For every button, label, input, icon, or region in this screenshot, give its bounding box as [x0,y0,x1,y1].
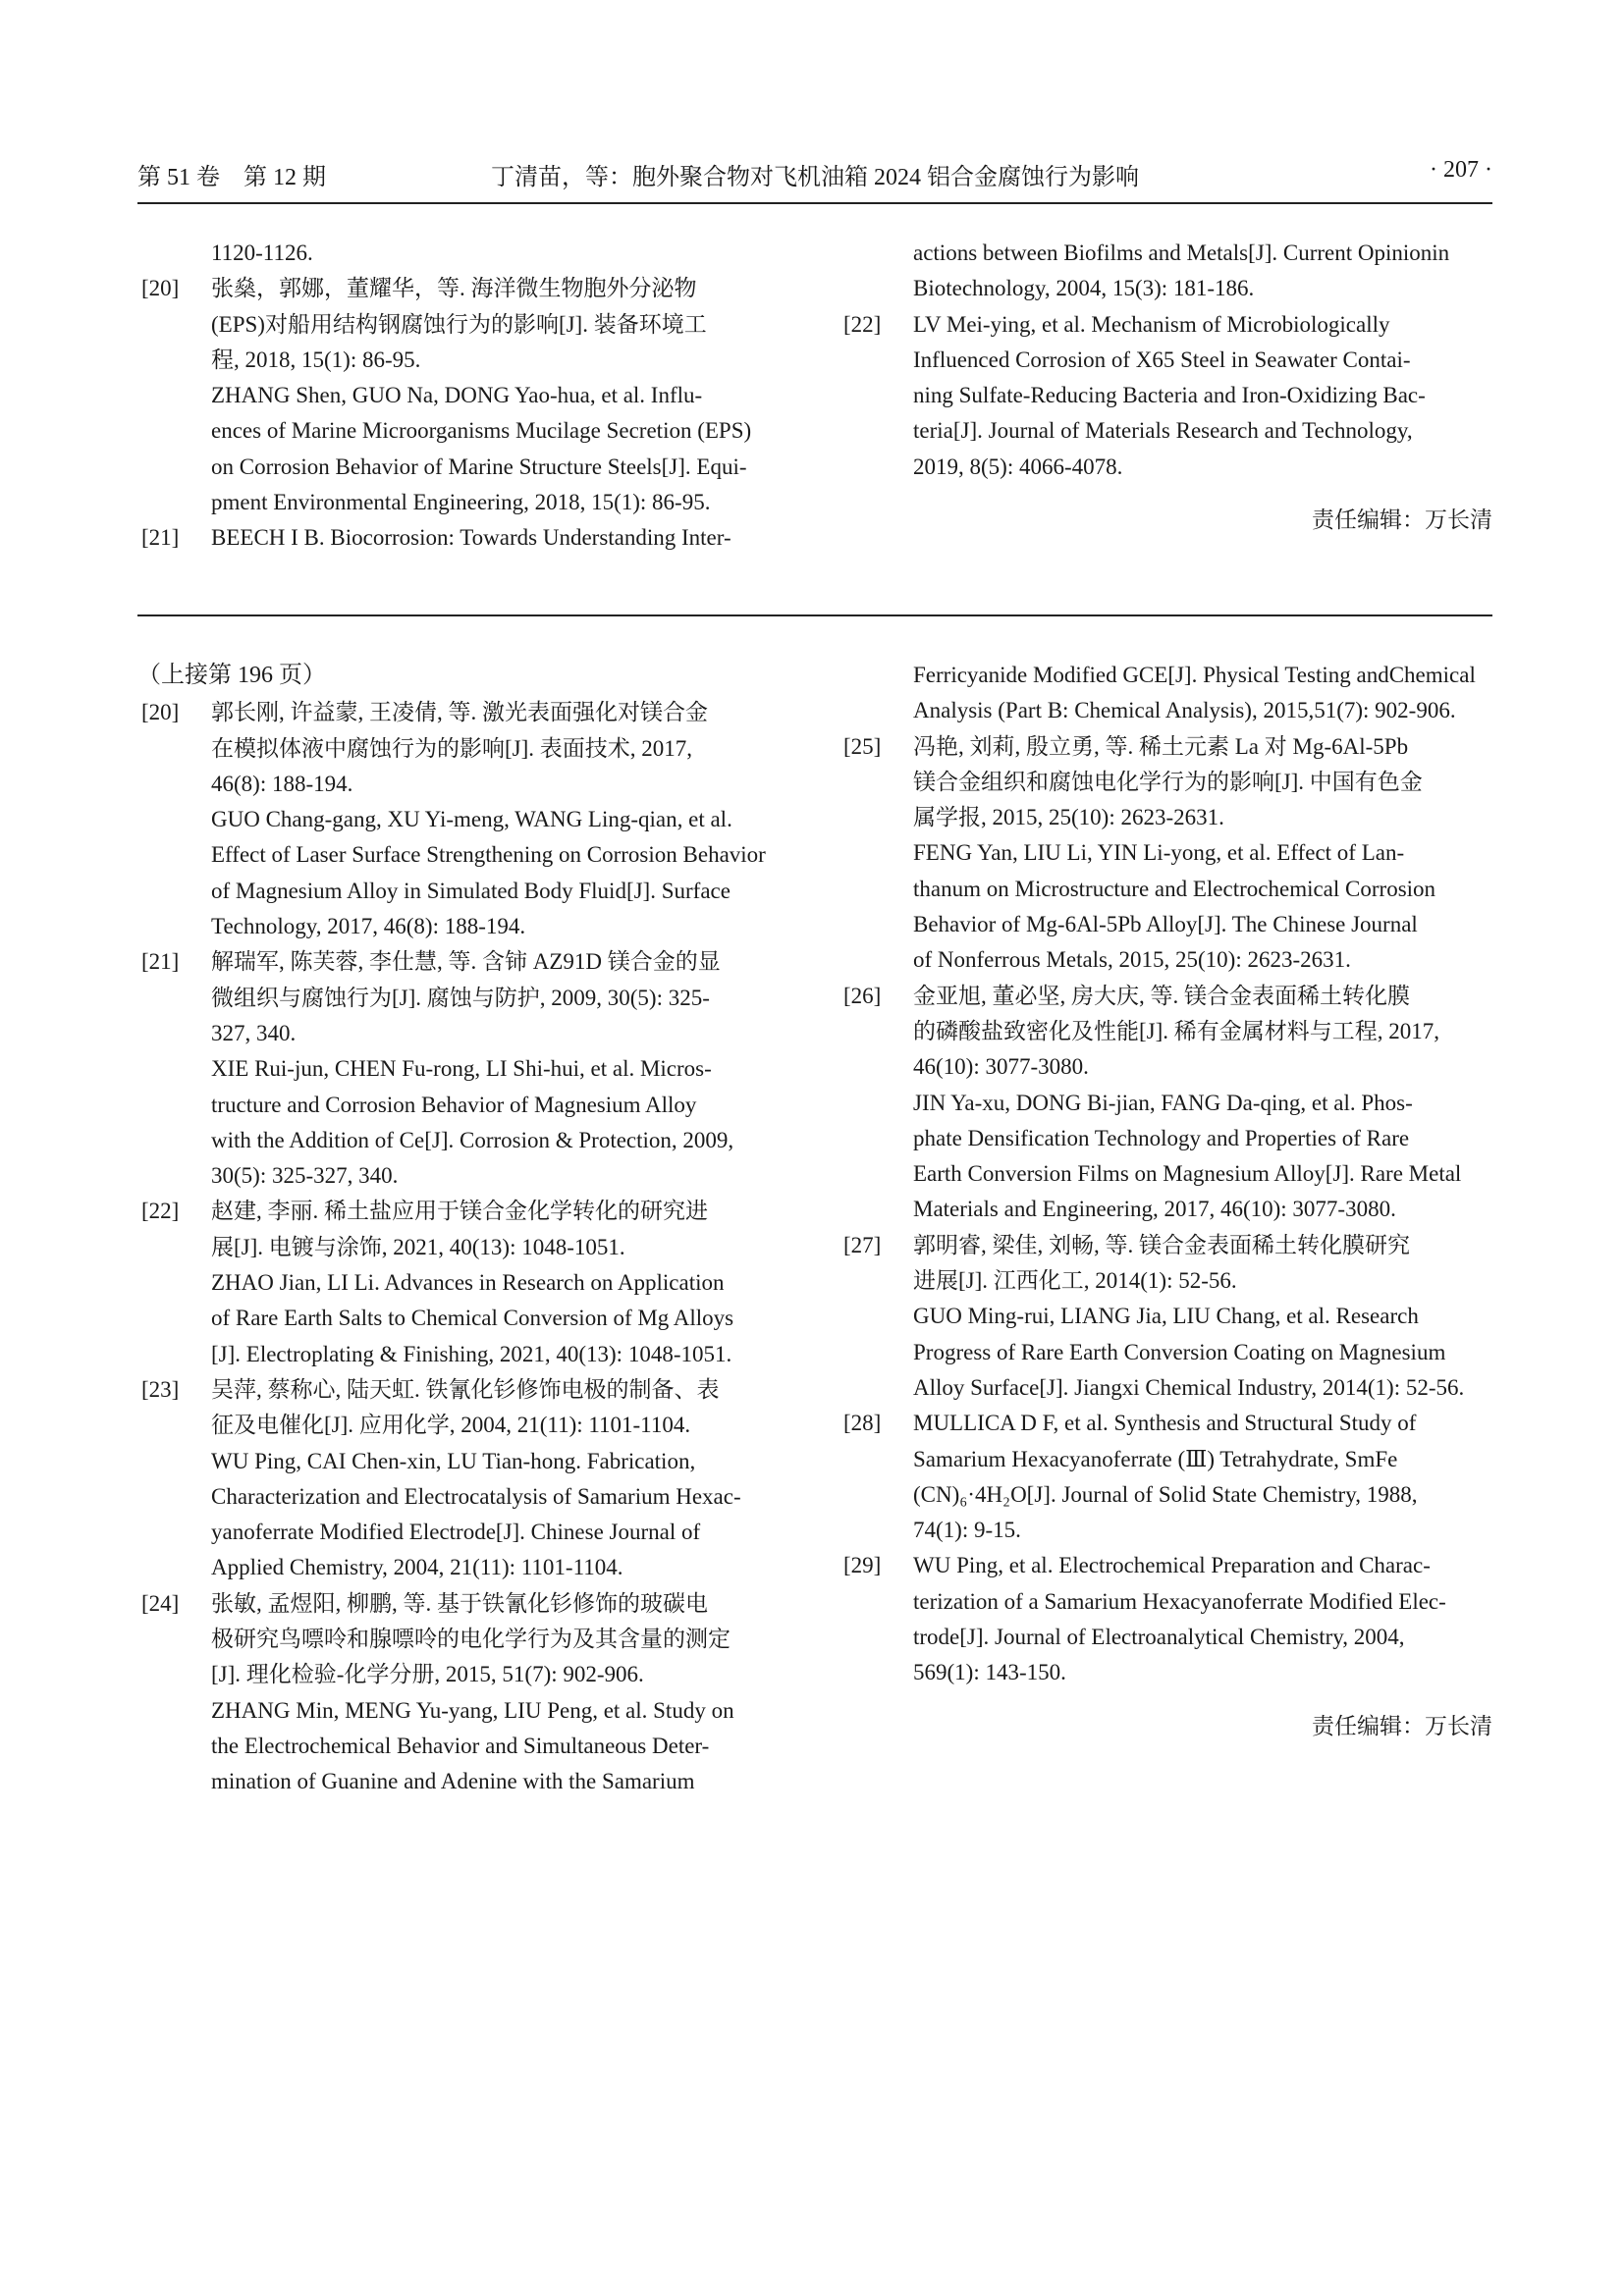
reference-line: 属学报, 2015, 25(10): 2623-2631. [913,805,1224,830]
bottom-right-column [839,658,1492,1744]
reference-item [839,1548,1492,1690]
reference-line: of Magnesium Alloy in Simulated Body Fluid[J]. Surface [211,878,731,903]
reference-list [137,695,790,1799]
reference-line: 程, 2018, 15(1): 86-95. [211,347,421,372]
reference-number: [20] [141,276,180,301]
reference-line: ning Sulfate-Reducing Bacteria and Iron-Oxidizing Bac- [913,383,1426,408]
reference-line: Behavior of Mg-6Al-5Pb Alloy[J]. The Chinese Journal [913,912,1418,937]
reference-line: Influenced Corrosion of X65 Steel in Seawater Contai- [913,347,1411,372]
reference-line: (EPS)对船用结构钢腐蚀行为的影响[J]. 装备环境工 [211,311,707,337]
bottom-left-column [137,658,790,1800]
reference-line: Technology, 2017, 46(8): 188-194. [211,914,526,939]
reference-line: 张燊，郭娜，董耀华，等. 海洋微生物胞外分泌物 [211,276,697,301]
reference-line: of Nonferrous Metals, 2015, 25(10): 2623-2631. [913,947,1351,973]
reference-line: the Electrochemical Behavior and Simultaneous Deter- [211,1733,710,1758]
volume-issue: 第 51 卷 第 12 期 [137,165,326,190]
reference-line: Effect of Laser Surface Strengthening on Corrosion Behavior [211,842,766,868]
reference-line: FENG Yan, LIU Li, YIN Li-yong, et al. Effect of Lan- [913,840,1405,866]
reference-line: 张敏, 孟煜阳, 柳鹏, 等. 基于铁氰化钐修饰的玻碳电 [211,1590,708,1616]
reference-item [137,1194,790,1371]
reference-line: 327, 340. [211,1020,297,1045]
reference-line: 569(1): 143-150. [913,1660,1066,1685]
reference-line: 金亚旭, 董必坚, 房大庆, 等. 镁合金表面稀土转化膜 [913,983,1410,1008]
reference-line: thanum on Microstructure and Electrochemical Corrosion [913,876,1436,901]
reference-line: 吴萍, 蔡称心, 陆天虹. 铁氰化钐修饰电极的制备、表 [211,1376,720,1402]
reference-line: pment Environmental Engineering, 2018, 15(1): 86-95. [211,490,711,515]
page-number: · 207 · [1430,157,1492,183]
reference-item [137,271,790,520]
responsible-editor: 责任编辑：万长清 [1312,507,1492,533]
reference-line: ZHANG Shen, GUO Na, DONG Yao-hua, et al. Influ- [211,383,703,408]
reference-line: Progress of Rare Earth Conversion Coating on Magnesium [913,1339,1446,1364]
reference-line: 郭长刚, 许益蒙, 王凌倩, 等. 激光表面强化对镁合金 [211,700,708,725]
reference-line: 在模拟体液中腐蚀行为的影响[J]. 表面技术, 2017, [211,735,693,761]
reference-line: Applied Chemistry, 2004, 21(11): 1101-1104. [211,1555,623,1580]
reference-line: 赵建, 李丽. 稀土盐应用于镁合金化学转化的研究进 [211,1199,708,1224]
reference-line: GUO Chang-gang, XU Yi-meng, WANG Ling-qian, et al. [211,807,732,832]
reference-item [137,944,790,1194]
reference-line: phate Densification Technology and Properties of Rare [913,1125,1410,1150]
reference-line: teria[J]. Journal of Materials Research and Technology, [913,418,1413,444]
reference-line: MULLICA D F, et al. Synthesis and Structural Study of [913,1411,1417,1436]
reference-line: trode[J]. Journal of Electroanalytical Chemistry, 2004, [913,1625,1405,1650]
reference-number: [23] [141,1376,180,1402]
reference-line: 74(1): 9-15. [913,1518,1021,1543]
reference-number: [21] [141,525,180,551]
reference-line: terization of a Samarium Hexacyanoferrate Modified Elec- [913,1588,1446,1614]
continuation-text [839,236,1492,307]
reference-list [137,271,790,556]
reference-line: JIN Ya-xu, DONG Bi-jian, FANG Da-qing, et al. Phos- [913,1090,1413,1115]
continuation-line: Chemical Analysis (Part B: Chemical Analysis), 2015, [913,663,1476,723]
reference-item [137,695,790,944]
reference-number: [22] [141,1199,180,1224]
reference-line: 的磷酸盐致密化及性能[J]. 稀有金属材料与工程, 2017, [913,1018,1440,1043]
reference-line: 镁合金组织和腐蚀电化学行为的影响[J]. 中国有色金 [913,769,1423,794]
reference-line: Samarium Hexacyanoferrate (Ⅲ) Tetrahydrate, SmFe [913,1446,1398,1471]
reference-line: Earth Conversion Films on Magnesium Alloy[J]. Rare Metal [913,1161,1462,1187]
reference-line: [J]. Electroplating & Finishing, 2021, 40(13): 1048-1051. [211,1341,732,1366]
header-rule [137,202,1492,204]
reference-item [137,520,790,556]
reference-line: on Corrosion Behavior of Marine Structure Steels[J]. Equi- [211,454,747,479]
continuation-text [839,658,1492,729]
running-header [137,157,1492,200]
reference-item [839,729,1492,979]
reference-number: [27] [843,1232,882,1257]
article-running-title: 丁清苗，等：胞外聚合物对飞机油箱 2024 铝合金腐蚀行为影响 [491,165,1139,190]
reference-number: [26] [843,983,882,1008]
reference-line: 郭明睿, 梁佳, 刘畅, 等. 镁合金表面稀土转化膜研究 [913,1232,1410,1257]
continuation-line: 51(7): 902-906. [1314,698,1456,723]
reference-line: WU Ping, CAI Chen-xin, LU Tian-hong. Fabrication, [211,1448,696,1473]
reference-line: tructure and Corrosion Behavior of Magnesium Alloy [211,1092,697,1117]
reference-line: 30(5): 325-327, 340. [211,1163,399,1189]
reference-number: [24] [141,1590,180,1616]
responsible-editor: 责任编辑：万长清 [1312,1713,1492,1738]
reference-line: yanoferrate Modified Electrode[J]. Chinese Journal of [211,1520,701,1545]
reference-line: 冯艳, 刘莉, 殷立勇, 等. 稀土元素 La 对 Mg-6Al-5Pb [913,733,1409,759]
reference-line: XIE Rui-jun, CHEN Fu-rong, LI Shi-hui, et al. Micros- [211,1056,712,1082]
reference-list [839,729,1492,1691]
reference-line: ZHAO Jian, LI Li. Advances in Research on Application [211,1270,725,1296]
reference-item [137,1372,790,1586]
reference-line: [J]. 理化检验-化学分册, 2015, 51(7): 902-906. [211,1662,644,1687]
reference-line: 展[J]. 电镀与涂饰, 2021, 40(13): 1048-1051. [211,1234,625,1259]
reference-line: BEECH I B. Biocorrosion: Towards Understanding Inter- [211,525,731,551]
reference-number: [25] [843,733,882,759]
reference-line: 解瑞军, 陈芙蓉, 李仕慧, 等. 含铈 AZ91D 镁合金的显 [211,949,721,975]
reference-item [839,979,1492,1228]
reference-list [839,307,1492,485]
reference-line: 2019, 8(5): 4066-4078. [913,454,1123,479]
reference-line: Alloy Surface[J]. Jiangxi Chemical Industry, 2014(1): 52-56. [913,1374,1465,1400]
reference-number: [22] [843,311,882,337]
reference-item [839,1228,1492,1406]
reference-line: of Rare Earth Salts to Chemical Conversion of Mg Alloys [211,1306,734,1331]
reference-line: WU Ping, et al. Electrochemical Preparation and Charac- [913,1553,1431,1578]
reference-number: [28] [843,1411,882,1436]
reference-line: with the Addition of Ce[J]. Corrosion & Protection, 2009, [211,1127,734,1152]
reference-line: 进展[J]. 江西化工, 2014(1): 52-56. [913,1268,1237,1294]
reference-line: Materials and Engineering, 2017, 46(10): 3077-3080. [913,1197,1396,1222]
section-divider [137,614,1492,616]
continuation-line: actions between Biofilms and Metals[J]. Current Opinion [913,240,1433,265]
reference-line: ZHANG Min, MENG Yu-yang, LIU Peng, et al. Study on [211,1697,734,1723]
reference-item [137,1586,790,1800]
continuation-text: 1120-1126. [211,240,313,265]
top-left-column [137,236,790,557]
reference-line: 46(10): 3077-3080. [913,1054,1089,1080]
top-right-column [839,236,1492,538]
reference-line: LV Mei-ying, et al. Mechanism of Microbiologically [913,311,1390,337]
reference-line: GUO Ming-rui, LIANG Jia, LIU Chang, et al. Research [913,1304,1419,1329]
reference-line: mination of Guanine and Adenine with the Samarium [211,1769,695,1794]
reference-line: (CN)₆·4H₂O[J]. Journal of Solid State Chemistry, 1988, [913,1481,1418,1507]
reference-number: [21] [141,949,180,975]
reference-line: 微组织与腐蚀行为[J]. 腐蚀与防护, 2009, 30(5): 325- [211,985,710,1010]
continuation-line: in Biotechnology, 2004, 15(3): 181-186. [913,240,1450,301]
reference-line: 极研究鸟嘌呤和腺嘌呤的电化学行为及其含量的测定 [211,1627,731,1652]
continuation-line: Ferricyanide Modified GCE[J]. Physical Testing and [913,663,1389,687]
continued-from-note: （上接第 196 页） [137,663,326,688]
reference-item [839,1406,1492,1548]
reference-number: [20] [141,700,180,725]
reference-item [839,307,1492,485]
reference-line: 征及电催化[J]. 应用化学, 2004, 21(11): 1101-1104. [211,1413,691,1438]
reference-line: 46(8): 188-194. [211,771,353,796]
reference-number: [29] [843,1553,882,1578]
reference-line: ences of Marine Microorganisms Mucilage Secretion (EPS) [211,418,752,444]
reference-line: Characterization and Electrocatalysis of Samarium Hexac- [211,1483,741,1509]
